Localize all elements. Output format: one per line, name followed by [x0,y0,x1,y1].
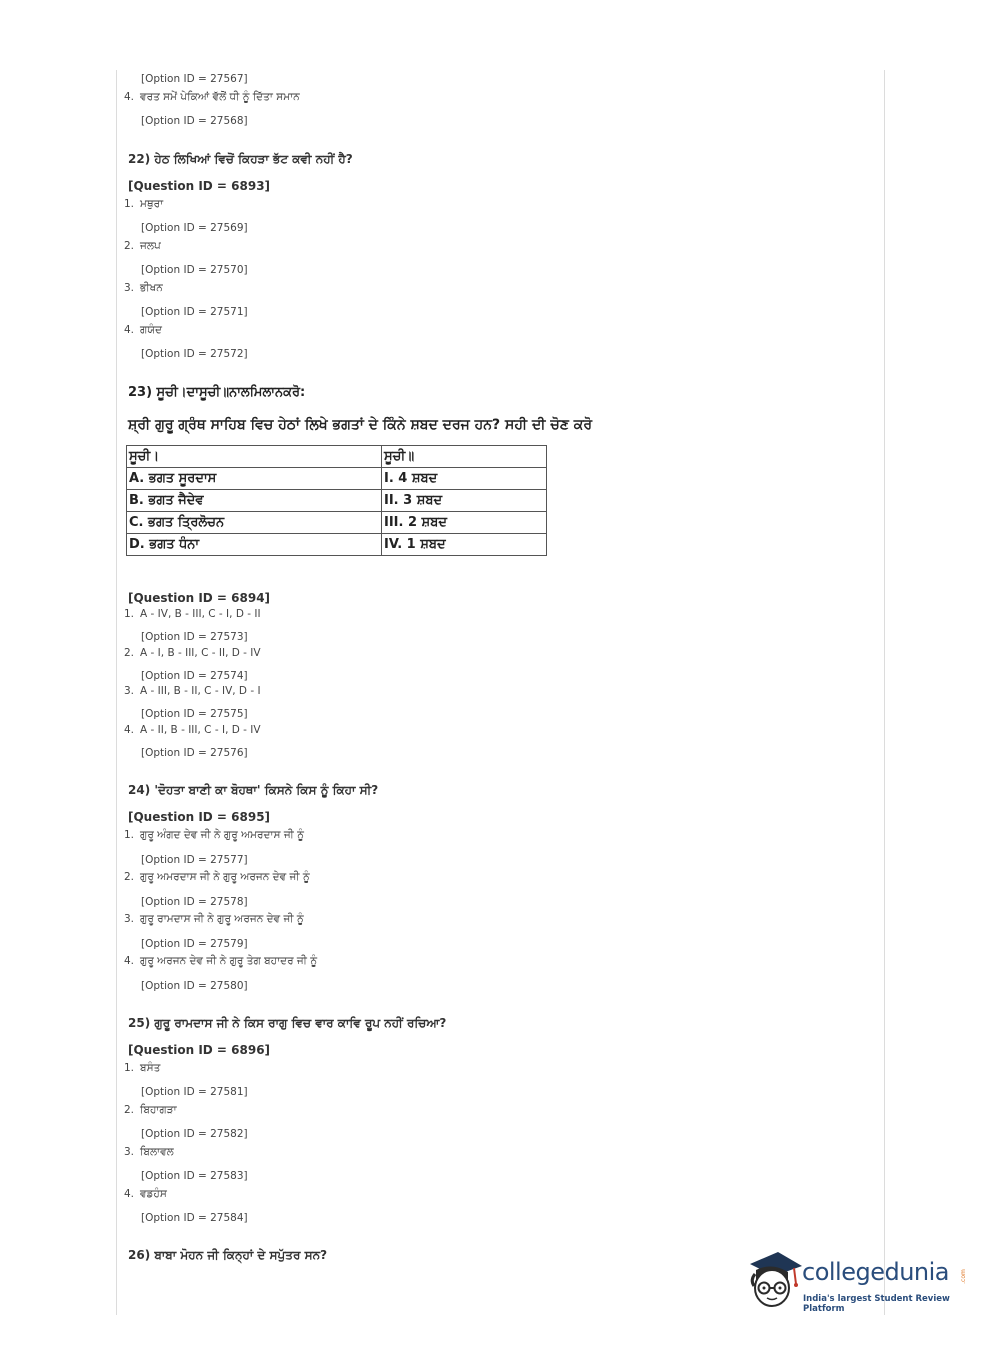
option-number: 3. [124,1146,135,1158]
option-text: ਗੁਰੂ ਅੰਗਦ ਦੇਵ ਜੀ ਨੇ ਗੁਰੂ ਅਮਰਦਾਸ ਜੀ ਨੂੰ [140,829,304,841]
option-item [124,1188,167,1201]
question-25-title: 25) ਗੁਰੂ ਰਾਮਦਾਸ ਜੀ ਨੇ ਕਿਸ ਰਾਗੁ ਵਿਚ ਵਾਰ ਕਾਵਿ ਰੂਪ ਨਹੀਂ ਰਚਿਆ? [128,1016,447,1030]
table-cell: A. ਭਗਤ ਸੂਰਦਾਸ [127,468,382,490]
left-margin-rule [116,70,117,1315]
option-item [124,240,161,253]
question-23-id: [Question ID = 6894] [128,591,271,605]
table-cell: II. 3 ਸ਼ਬਦ [382,490,547,512]
option-item [124,724,261,736]
question-26-title: 26) ਬਾਬਾ ਮੋਹਨ ਜੀ ਕਿਨ੍ਹਾਂ ਦੇ ਸਪੁੱਤਰ ਸਨ? [128,1248,328,1262]
option-id: [Option ID = 27576] [141,747,248,759]
option-number: 4. [124,955,135,967]
question-25-id: [Question ID = 6896] [128,1043,271,1057]
question-24-id: [Question ID = 6895] [128,810,271,824]
option-text: ਜਲਪ [140,240,161,252]
option-text: ਵਡਹੰਸ [140,1188,167,1200]
question-23-title: 23) ਸੂਚੀ।ਦਾਸੂਚੀ॥ਨਾਲਮਿਲਾਨਕਰੋ: [128,385,306,400]
table-cell: I. 4 ਸ਼ਬਦ [382,468,547,490]
table-row [127,490,547,512]
match-table [126,445,547,556]
question-22-title: 22) ਹੇਠ ਲਿਖਿਆਂ ਵਿਚੋਂ ਕਿਹੜਾ ਭੱਟ ਕਵੀ ਨਹੀਂ ਹੈ? [128,152,353,166]
option-number: 2. [124,871,135,883]
option-number: 2. [124,1104,135,1116]
option-text: ਗਯੰਦ [140,324,162,336]
option-item [124,871,310,884]
table-cell: C. ਭਗਤ ਤ੍ਰਿਲੋਚਨ [127,512,382,534]
table-cell: D. ਭਗਤ ਧੰਨਾ [127,534,382,556]
option-number: 3. [124,913,135,925]
option-item [124,647,261,659]
option-text: ਵਰਤ ਸਮੇਂ ਪੇਕਿਆਂ ਵੱਲੋਂ ਧੀ ਨੂੰ ਦਿੱਤਾ ਸਮਾਨ [140,91,300,103]
question-23-instruction: ਸ਼੍ਰੀ ਗੁਰੂ ਗ੍ਰੰਥ ਸਾਹਿਬ ਵਿਚ ਹੇਠਾਂ ਲਿਖੇ ਭਗਤਾਂ ਦੇ ਕਿੰਨੇ ਸ਼ਬਦ ਦਰਜ ਹਨ? ਸਹੀ ਦੀ ਚੋਣ ਕਰੋ [128,417,593,433]
option-number: 2. [124,647,135,659]
option-id: [Option ID = 27582] [141,1128,248,1140]
option-number: 4. [124,324,135,336]
option-item [124,324,162,337]
option-number: 4. [124,1188,135,1200]
option-id: [Option ID = 27574] [141,670,248,682]
logo-name: collegedunia [802,1258,950,1286]
option-item [124,1104,177,1117]
logo-tagline: India's largest Student Review Platform [803,1294,950,1314]
mascot-icon [742,1250,802,1312]
option-id: [Option ID = 27567] [141,73,248,85]
option-item [124,1146,174,1159]
option-number: 1. [124,198,135,210]
option-item [124,282,163,295]
option-id: [Option ID = 27583] [141,1170,248,1182]
option-text: A - II, B - III, C - I, D - IV [140,724,261,736]
option-text: ਬਿਲਾਵਲ [140,1146,174,1158]
option-item [124,955,317,968]
option-item [124,608,261,620]
option-text: ਗੁਰੂ ਅਰਜਨ ਦੇਵ ਜੀ ਨੇ ਗੁਰੂ ਤੇਗ ਬਹਾਦਰ ਜੀ ਨੂੰ [140,955,318,967]
option-text: ਮਥੁਰਾ [140,198,164,210]
table-header-row [127,446,547,468]
table-header-cell: ਸੂਚੀ। [127,446,382,468]
option-id: [Option ID = 27572] [141,348,248,360]
right-margin-rule [884,70,885,1315]
question-24-title: 24) 'ਦੋਹਤਾ ਬਾਣੀ ਕਾ ਬੋਹਥਾ' ਕਿਸਨੇ ਕਿਸ ਨੂੰ ਕਿਹਾ ਸੀ? [128,783,379,797]
option-id: [Option ID = 27581] [141,1086,248,1098]
option-id: [Option ID = 27579] [141,938,248,950]
option-text: ਬਿਹਾਗੜਾ [140,1104,177,1116]
collegedunia-logo [742,1250,967,1312]
table-row [127,512,547,534]
option-number: 1. [124,829,135,841]
table-cell: B. ਭਗਤ ਜੈਦੇਵ [127,490,382,512]
option-id: [Option ID = 27573] [141,631,248,643]
option-text: ਗੁਰੂ ਰਾਮਦਾਸ ਜੀ ਨੇ ਗੁਰੂ ਅਰਜਨ ਦੇਵ ਜੀ ਨੂੰ [140,913,304,925]
option-text: ਗੁਰੂ ਅਮਰਦਾਸ ਜੀ ਨੇ ਗੁਰੂ ਅਰਜਨ ਦੇਵ ਜੀ ਨੂੰ [140,871,310,883]
option-number: 4. [124,91,135,103]
option-id: [Option ID = 27570] [141,264,248,276]
option-id: [Option ID = 27578] [141,896,248,908]
option-id: [Option ID = 27577] [141,854,248,866]
logo-com: .com [959,1269,967,1284]
table-row [127,468,547,490]
option-text: A - I, B - III, C - II, D - IV [140,647,261,659]
option-number: 1. [124,608,135,620]
table-row [127,534,547,556]
option-id: [Option ID = 27580] [141,980,248,992]
option-id: [Option ID = 27568] [141,115,248,127]
table-cell: IV. 1 ਸ਼ਬਦ [382,534,547,556]
question-22-id: [Question ID = 6893] [128,179,271,193]
option-item [124,685,261,697]
option-number: 4. [124,724,135,736]
option-number: 3. [124,685,135,697]
table-cell: III. 2 ਸ਼ਬਦ [382,512,547,534]
option-number: 2. [124,240,135,252]
option-item [124,913,304,926]
option-id: [Option ID = 27571] [141,306,248,318]
table-header-cell: ਸੂਚੀ॥ [382,446,547,468]
option-text: A - III, B - II, C - IV, D - I [140,685,261,697]
option-text: ਬਸੰਤ [140,1062,161,1074]
option-item [124,198,163,211]
option-id: [Option ID = 27569] [141,222,248,234]
option-number: 1. [124,1062,135,1074]
option-text: A - IV, B - III, C - I, D - II [140,608,261,620]
option-text: ਭੀਖਨ [140,282,163,294]
option-number: 3. [124,282,135,294]
option-id: [Option ID = 27584] [141,1212,248,1224]
option-item [124,1062,160,1075]
option-item [124,91,300,104]
option-item [124,829,304,842]
option-id: [Option ID = 27575] [141,708,248,720]
